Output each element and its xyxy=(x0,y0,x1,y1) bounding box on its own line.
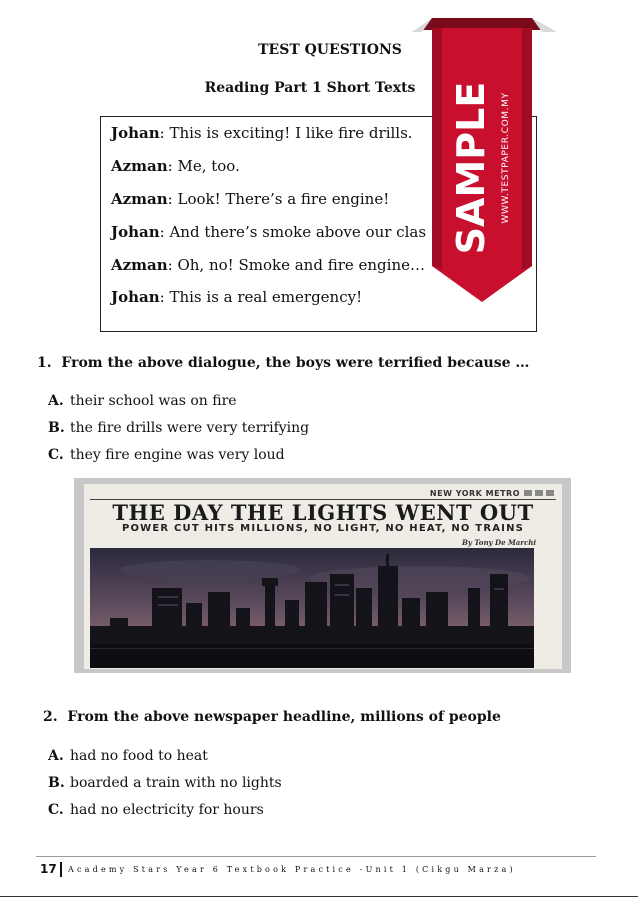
speaker-name: Azman xyxy=(111,157,168,175)
dialogue-text: : Oh, no! Smoke and fire engine… xyxy=(167,256,425,274)
speaker-name: Johan xyxy=(111,124,160,142)
footer-text: Academy Stars Year 6 Textbook Practice -Unit 1 (Cikgu Marza) xyxy=(68,865,516,874)
question-2 xyxy=(43,709,501,725)
section-subtitle: Reading Part 1 Short Texts xyxy=(204,80,416,96)
dialogue-text: : And there’s smoke above our clas xyxy=(159,223,427,241)
speaker-name: Azman xyxy=(111,190,168,208)
question-1 xyxy=(37,355,529,371)
dialogue-line xyxy=(111,124,413,142)
option-1b xyxy=(48,420,309,436)
option-2a xyxy=(48,748,208,764)
masthead-bars xyxy=(524,490,554,496)
option-1a xyxy=(48,393,237,409)
question-text: From the above dialogue, the boys were terrified because … xyxy=(61,355,530,371)
option-letter: A. xyxy=(48,748,64,764)
newspaper-clipping xyxy=(84,484,562,669)
speaker-name: Azman xyxy=(111,256,168,274)
newspaper-headline: THE DAY THE LIGHTS WENT OUT xyxy=(112,500,534,525)
page-number: 17 xyxy=(40,862,57,876)
bottom-rule xyxy=(0,896,638,897)
newspaper-byline: By Tony De Marchi xyxy=(461,538,536,547)
option-letter: B. xyxy=(48,775,65,791)
dialogue-text: : This is a real emergency! xyxy=(159,288,363,306)
question-number: 1. xyxy=(37,355,52,371)
newspaper-masthead: NEW YORK METRO xyxy=(429,489,520,498)
option-letter: C. xyxy=(48,802,64,818)
newspaper-subheadline: POWER CUT HITS MILLIONS, NO LIGHT, NO HEAT, NO TRAINS xyxy=(121,523,525,534)
question-number: 2. xyxy=(43,709,58,725)
dialogue-line xyxy=(111,256,425,274)
dialogue-line xyxy=(111,190,389,208)
city-skyline-photo xyxy=(90,548,534,668)
option-text: the fire drills were very terrifying xyxy=(70,420,310,436)
option-2c xyxy=(48,802,264,818)
option-1c xyxy=(48,447,285,463)
dialogue-text: : Look! There’s a fire engine! xyxy=(167,190,390,208)
option-text: they fire engine was very loud xyxy=(70,447,285,463)
question-text: From the above newspaper headline, millions of people xyxy=(67,709,501,725)
footer-divider xyxy=(60,862,62,877)
option-2b xyxy=(48,775,282,791)
dialogue-text: : Me, too. xyxy=(167,157,240,175)
option-text: had no food to heat xyxy=(70,748,208,764)
option-letter: B. xyxy=(48,420,65,436)
dialogue-line xyxy=(111,288,362,306)
ribbon-site: WWW.TESTPAPER.COM.MY xyxy=(501,92,511,224)
option-letter: A. xyxy=(48,393,64,409)
dialogue-line xyxy=(111,223,426,241)
option-text: boarded a train with no lights xyxy=(70,775,282,791)
dialogue-line xyxy=(111,157,240,175)
ribbon-label: SAMPLE xyxy=(449,81,493,255)
option-letter: C. xyxy=(48,447,64,463)
footer-rule xyxy=(36,856,596,857)
page-title: TEST QUESTIONS xyxy=(258,42,402,58)
sample-ribbon-watermark xyxy=(412,8,562,308)
option-text: had no electricity for hours xyxy=(70,802,264,818)
speaker-name: Johan xyxy=(111,288,160,306)
option-text: their school was on fire xyxy=(70,393,237,409)
speaker-name: Johan xyxy=(111,223,160,241)
dialogue-text: : This is exciting! I like fire drills. xyxy=(159,124,413,142)
